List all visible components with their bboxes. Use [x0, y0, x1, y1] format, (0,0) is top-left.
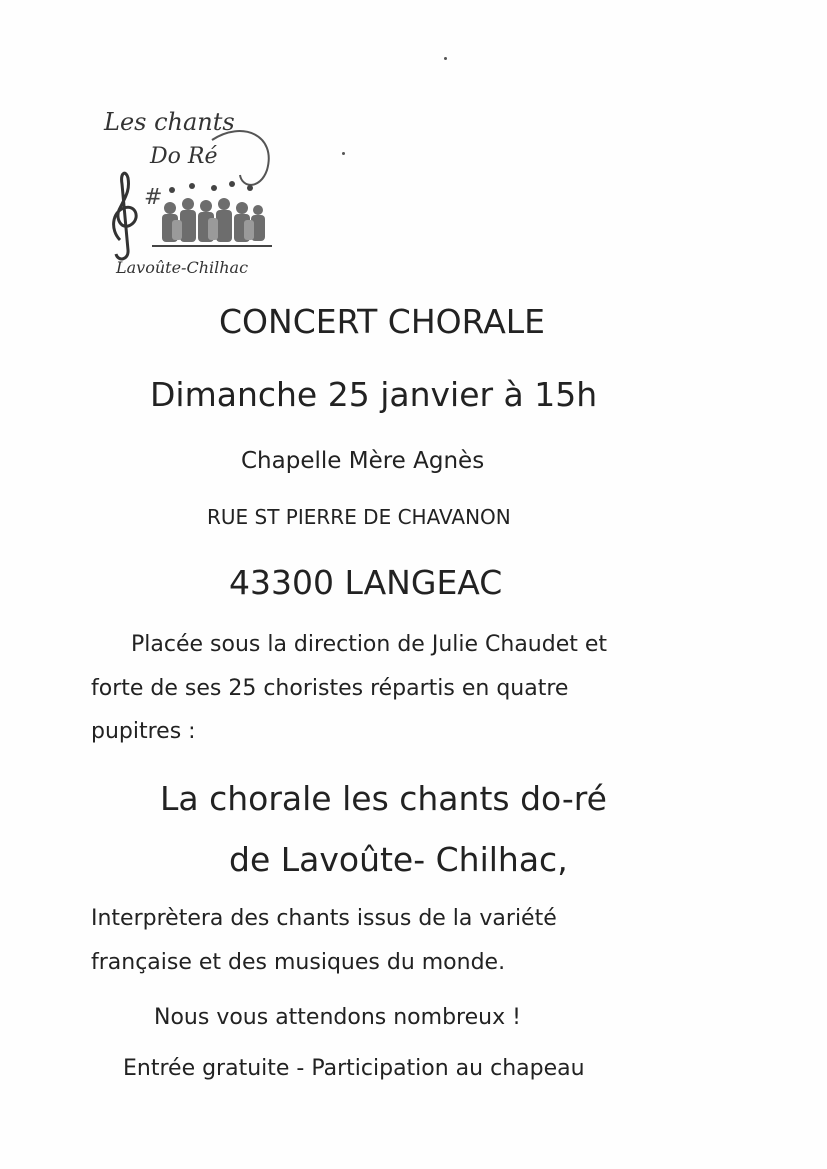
choir-logo: [92, 100, 292, 290]
venue-street: RUE ST PIERRE DE CHAVANON: [207, 505, 511, 529]
choir-name-line: La chorale les chants do-ré: [160, 779, 607, 818]
intro-line: pupitres :: [91, 719, 196, 744]
intro-line: forte de ses 25 choristes répartis en quatre: [91, 676, 569, 701]
logo-title-line2: Do Ré: [150, 144, 218, 169]
description-line: Interprètera des chants issus de la variété: [91, 906, 557, 931]
svg-text:#: #: [144, 185, 163, 210]
entry-text: Entrée gratuite - Participation au chapeau: [123, 1056, 585, 1081]
description-line: française et des musiques du monde.: [91, 950, 506, 975]
scan-speck: [444, 57, 447, 60]
scan-speck: [342, 152, 345, 155]
intro-line: Placée sous la direction de Julie Chaudet et: [131, 632, 608, 657]
welcome-text: Nous vous attendons nombreux !: [154, 1005, 521, 1030]
logo-title-line1: Les chants: [104, 108, 235, 136]
choir-name-line: de Lavoûte- Chilhac,: [229, 840, 568, 879]
venue-name: Chapelle Mère Agnès: [241, 448, 485, 474]
venue-city: 43300 LANGEAC: [229, 563, 503, 602]
logo-town: Lavoûte-Chilhac: [116, 258, 249, 277]
concert-title: CONCERT CHORALE: [219, 302, 546, 341]
concert-date: Dimanche 25 janvier à 15h: [150, 375, 598, 414]
